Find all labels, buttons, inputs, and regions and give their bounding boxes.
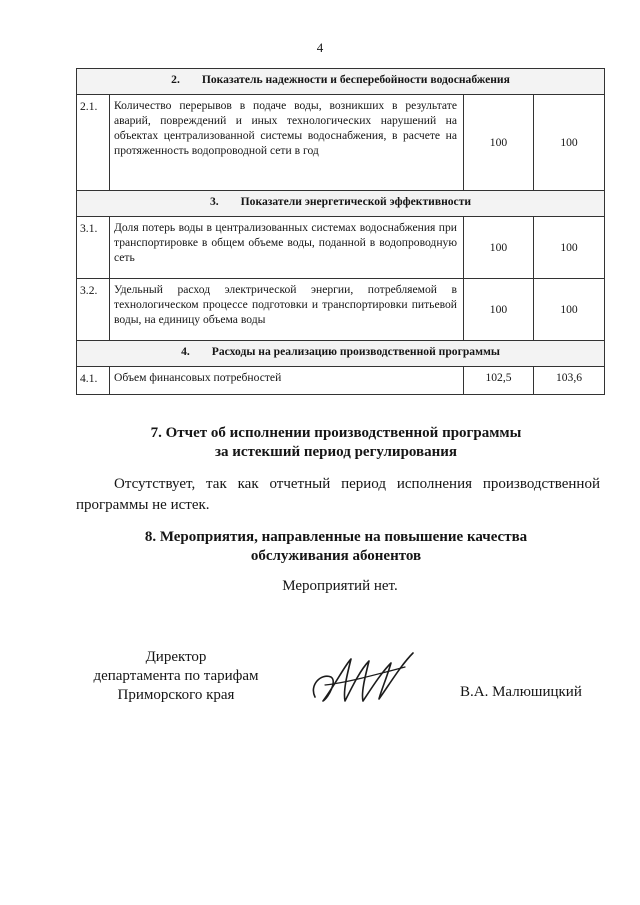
section7-text: Отсутствует, так как отчетный период исполнения производственной программы не истек. <box>76 476 600 513</box>
signatory-title <box>76 648 276 705</box>
section8-heading-line2: обслуживания абонентов <box>250 548 422 564</box>
row-value-2: 100 <box>534 279 605 341</box>
row-number: 2.1. <box>77 95 110 191</box>
table-row <box>77 279 605 341</box>
section-title: Показатели энергетической эффективности <box>240 195 472 208</box>
row-number: 3.2. <box>77 279 110 341</box>
row-description: Доля потерь воды в централизованных системах водоснабжения при транспортировке в общем объеме воды, поданной в водопроводную сеть <box>110 217 464 279</box>
row-value-1: 100 <box>464 95 534 191</box>
indicators-table <box>76 68 605 395</box>
row-value-1: 100 <box>464 217 534 279</box>
section-header-cell <box>77 69 605 95</box>
section-header-row <box>77 191 605 217</box>
signatory-name: В.А. Малюшицкий <box>460 684 582 700</box>
section8-heading <box>120 528 552 566</box>
section7-heading-line2: за истекший период регулирования <box>214 444 458 460</box>
section7-heading <box>120 424 552 462</box>
section8-heading-line1: 8. Мероприятия, направленные на повышение качества <box>144 529 528 545</box>
section-header-row <box>77 69 605 95</box>
row-number: 4.1. <box>77 367 110 395</box>
row-description: Объем финансовых потребностей <box>110 367 464 395</box>
row-description: Количество перерывов в подаче воды, возникших в результате аварий, повреждений и иных технологических нарушений на объектах централизованной системы водоснабжения, в расчете на протяженность водопроводной сети в год <box>110 95 464 191</box>
row-value-2: 100 <box>534 217 605 279</box>
section-header-row <box>77 341 605 367</box>
section-number: 2. <box>171 73 180 86</box>
handwritten-signature <box>305 645 425 715</box>
section7-heading-line1: 7. Отчет об исполнении производственной программы <box>150 425 522 441</box>
section8-text: Мероприятий нет. <box>282 578 398 594</box>
section-header-cell <box>77 341 605 367</box>
row-value-1: 100 <box>464 279 534 341</box>
table-row <box>77 367 605 395</box>
row-value-1: 102,5 <box>464 367 534 395</box>
table-row <box>77 217 605 279</box>
signatory-title-line2: департамента по тарифам <box>93 668 259 684</box>
signatory-title-line1: Директор <box>145 649 207 665</box>
signatory-title-line3: Приморского края <box>117 687 235 703</box>
row-value-2: 103,6 <box>534 367 605 395</box>
row-description: Удельный расход электрической энергии, потребляемой в технологическом процессе подготовки и транспортировки питьевой воды, на единицу объема воды <box>110 279 464 341</box>
section-title: Расходы на реализацию производственной программы <box>211 345 500 358</box>
page-number: 4 <box>316 40 324 55</box>
section-title: Показатель надежности и бесперебойности водоснабжения <box>201 73 510 86</box>
section-header-cell <box>77 191 605 217</box>
table-row <box>77 95 605 191</box>
row-number: 3.1. <box>77 217 110 279</box>
section-number: 4. <box>181 345 190 358</box>
row-value-2: 100 <box>534 95 605 191</box>
section-number: 3. <box>209 195 219 208</box>
